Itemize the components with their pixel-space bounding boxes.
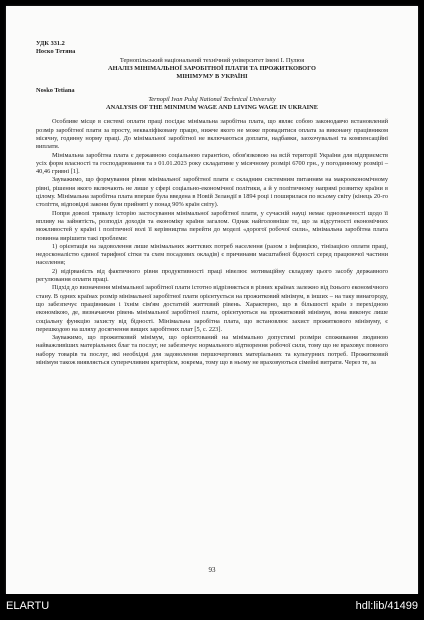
- title-ua-line2: МІНІМУМУ В УКРАЇНІ: [176, 73, 248, 81]
- paragraph-4: Попри доволі тривалу історію застосування мінімальної заробітної плати, у сучасній науці немає однозначності щодо її впливу на зайнятість, розподіл доходів та економіку країни загалом. Однак найголовніше те, що за відсутності економічних можливостей у країні і політичної волі її керівництва перейти до моделі «дорогої робочої сили», мінімальна заробітна плата повинна вирішити такі проблеми:: [36, 209, 388, 242]
- affiliation-en: Ternopil Ivan Puluj National Technical University: [148, 95, 276, 103]
- paragraph-7: Підхід до визначення мінімальної заробітної плати істотно відрізняється в різних країнах залежно від їхнього економічного стану. В одних країнах розмір мінімальної заробітної плати орієнтується на прожитковий мінімум, в інших – на таку винагороду, що забезпечує працівникам і їхнім сім'ям достатній життєвий рівень. Характерно, що в більшості країн з перехідною економікою, де, визначаючи рівень мінімальної заробітної плати, орієнтуються на прожитковий мінімум, вона виконує лише соціальну функцію захисту від бідності. Мінімальна заробітна плата, що встановлює захист прожиткового мінімуму, є перешкодою на шляху досягнення вищих заробітних плат [5, с. 223].: [36, 284, 388, 333]
- paragraph-6: 2) відірваність від фактичного рівня продуктивності праці нівелює мотиваційну складову цього засобу державного регулювання оплати праці.: [36, 267, 388, 284]
- document-page: [6, 6, 418, 594]
- author-en: Nosko Tetiana: [36, 87, 75, 95]
- document-body: [36, 40, 388, 367]
- footer-handle: hdl:lib/41499: [355, 600, 418, 612]
- paragraph-5: 1) орієнтація на задоволення лише мінімальних життєвих потреб населення (разом з інфляцією, тінізацією оплати праці, недосконалістю єдиної тарифної сітки та схем посадових окладів) є причинами масштабної бідності серед працюючої частини населення;: [36, 242, 388, 267]
- paragraph-8: Зауважимо, що прожитковий мінімум, що орієнтований на мінімально допустимі розміри споживання людиною найважливіших матеріальних благ та послуг, не забезпечує нормального відтворення робочої сили, тому що не враховує повного набору товарів та послуг, які необхідні для задоволення першочергових матеріальних та культурних потреб. Прожитковий мінімум також виявляється суперечливим критерієм, зокрема, тому що в ньому не враховуються сімейні витрати. Через те, за: [36, 334, 388, 366]
- footer-bar: [0, 594, 424, 620]
- paragraph-1: Особливе місце в системі оплати праці посідає мінімальна заробітна плата, що являє собою законодавчо встановлений розмір заробітної плати за просту, некваліфіковану працю, нижче якого не може провадитися оплата за виконану працівником місячну, годинну норму праці. До мінімальної заробітної не включаються доплати, надбавки, заохочувальні та компенсаційні виплати.: [36, 118, 388, 151]
- paragraph-2: Мінімальна заробітна плата є державною соціальною гарантією, обов'язковою на всій території України для підприємств усіх форм власності та господарювання та з 01.01.2023 року складатиме у місячному розмірі 6700 грн., у погодинному розмірі – 40,46 гривні [1].: [36, 151, 388, 176]
- paragraph-3: Зауважимо, що формування рівня мінімальної заробітної плати є складним системним питанням на макроекономічному рівні, рішення якого включають не лише у сфері соціально-економічної політики, а й у політичному напрямі розвитку країни в цілому. Мінімальна заробітна плата вперше була введена в Новій Зеландії в 1894 році і поширилася по всьому світу (кінець 20-го століття, відповідні закони були прийняті у понад 90% країн світу).: [36, 176, 388, 209]
- footer-left-label: ELARTU: [6, 600, 50, 612]
- affiliation-ua: Тернопільський національний технічний університет імені І. Пулюя: [119, 56, 305, 64]
- title-ua-line1: АНАЛІЗ МІНІМАЛЬНОЇ ЗАРОБІТНОЇ ПЛАТИ ТА ПРОЖИТКОВОГО: [108, 64, 316, 72]
- page-number: 93: [208, 566, 216, 574]
- udc-code: УДК 331.2: [36, 40, 65, 47]
- author-ua: Носко Тетяна: [36, 48, 76, 56]
- title-en: ANALYSIS OF THE MINIMUM WAGE AND LIVING WAGE IN UKRAINE: [106, 104, 318, 112]
